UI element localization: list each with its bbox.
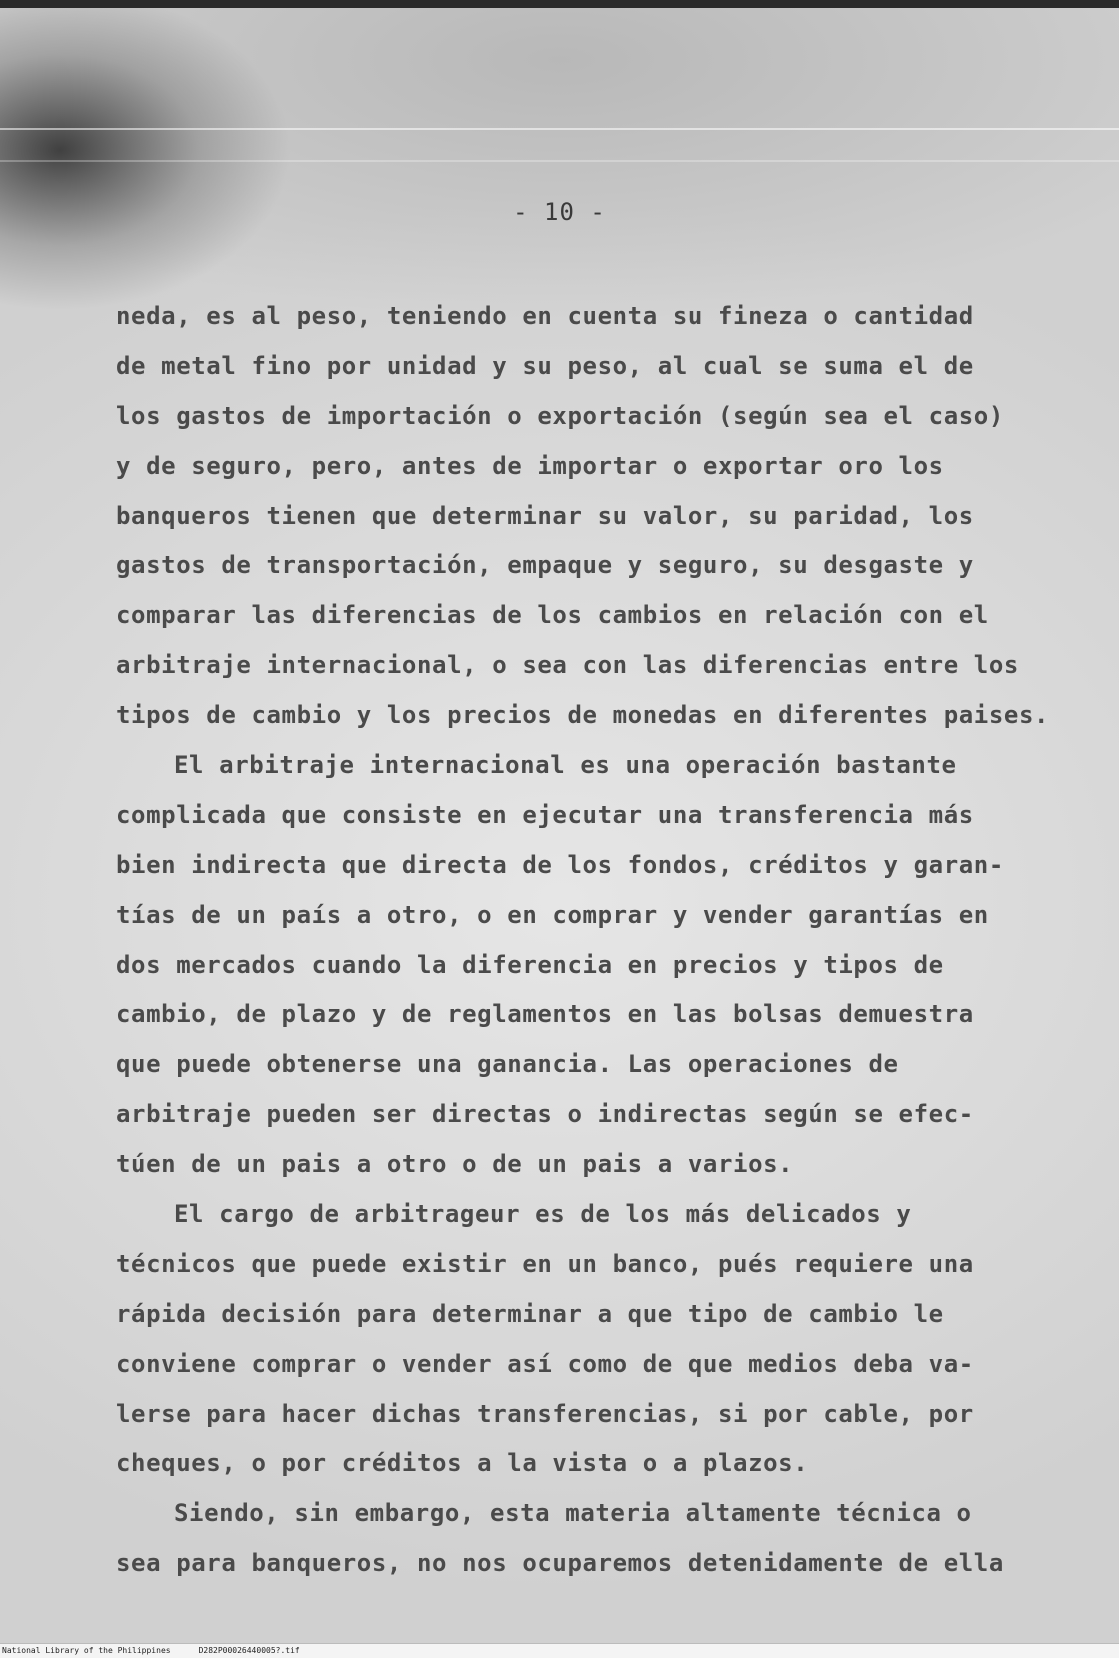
document-body bbox=[116, 292, 1076, 1589]
text-line: conviene comprar o vender así como de que medios deba va- bbox=[116, 1349, 974, 1378]
text-line: rápida decisión para determinar a que tipo de cambio le bbox=[116, 1299, 944, 1328]
text-line: los gastos de importación o exportación (según sea el caso) bbox=[116, 401, 1004, 430]
scan-top-edge bbox=[0, 0, 1119, 8]
text-line: arbitraje internacional, o sea con las diferencias entre los bbox=[116, 651, 1019, 680]
text-line: Siendo, sin embargo, esta materia altamente técnica o bbox=[174, 1499, 972, 1528]
fold-line bbox=[0, 160, 1119, 162]
text-line: túen de un pais a otro o de un pais a varios. bbox=[116, 1150, 794, 1179]
text-line: El cargo de arbitrageur es de los más delicados y bbox=[174, 1200, 912, 1229]
page-number: - 10 - bbox=[513, 198, 606, 226]
text-line: comparar las diferencias de los cambios en relación con el bbox=[116, 601, 989, 630]
text-line: bien indirecta que directa de los fondos, créditos y garan- bbox=[116, 850, 1004, 879]
text-line: arbitraje pueden ser directas o indirectas según se efec- bbox=[116, 1100, 974, 1129]
text-line: lerse para hacer dichas transferencias, si por cable, por bbox=[116, 1399, 974, 1428]
text-line: neda, es al peso, teniendo en cuenta su fineza o cantidad bbox=[116, 302, 974, 330]
text-line: complicada que consiste en ejecutar una transferencia más bbox=[116, 800, 974, 829]
text-line: cambio, de plazo y de reglamentos en las bolsas demuestra bbox=[116, 1000, 974, 1029]
text-line: El arbitraje internacional es una operación bastante bbox=[174, 751, 957, 780]
text-line: sea para banqueros, no nos ocuparemos detenidamente de ella bbox=[116, 1549, 1004, 1578]
text-line: banqueros tienen que determinar su valor, su paridad, los bbox=[116, 501, 974, 530]
text-line: y de seguro, pero, antes de importar o exportar oro los bbox=[116, 451, 944, 480]
text-line: gastos de transportación, empaque y seguro, su desgaste y bbox=[116, 551, 974, 580]
footer-library: National Library of the Philippines bbox=[2, 1646, 171, 1655]
text-line: cheques, o por créditos a la vista o a plazos. bbox=[116, 1449, 809, 1478]
text-line: tías de un país a otro, o en comprar y vender garantías en bbox=[116, 900, 989, 929]
text-line: tipos de cambio y los precios de monedas en diferentes paises. bbox=[116, 701, 1050, 730]
text-line: técnicos que puede existir en un banco, pués requiere una bbox=[116, 1249, 974, 1278]
text-line: que puede obtenerse una ganancia. Las operaciones de bbox=[116, 1050, 899, 1079]
scan-footer bbox=[0, 1643, 1119, 1658]
footer-filename: D282P00026440005?.tif bbox=[198, 1646, 300, 1655]
text-line: dos mercados cuando la diferencia en precios y tipos de bbox=[116, 950, 944, 979]
text-line: de metal fino por unidad y su peso, al cual se suma el de bbox=[116, 351, 974, 380]
fold-line bbox=[0, 128, 1119, 130]
